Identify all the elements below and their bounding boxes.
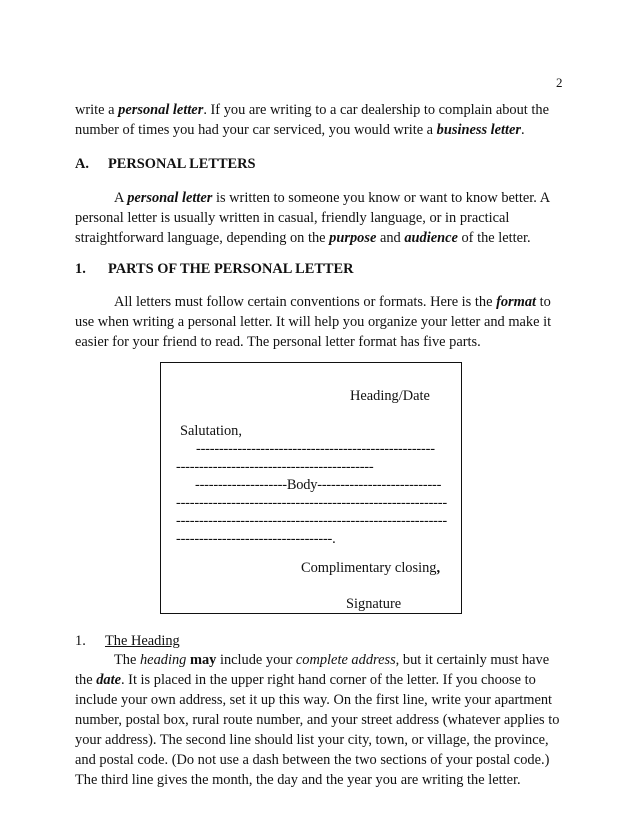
heading-line-3: include your own address, set it up this way. On the first line, write your apartment	[75, 692, 553, 708]
format-line-2: use when writing a personal letter. It will help you organize your letter and make it	[75, 314, 552, 330]
diagram-dash-line-1: ----------------------------------------------------	[196, 441, 435, 457]
heading-line-4: number, postal box, rural route number, and your street address (whatever applies to	[75, 712, 560, 728]
heading-line-2: the date. It is placed in the upper right hand corner of the letter. If you choose to	[75, 672, 536, 688]
diagram-signature: Signature	[346, 596, 402, 612]
diagram-dash-line-5: ----------------------------------.	[176, 531, 336, 547]
personal-line-3: straightforward language, depending on the purpose and audience of the letter.	[75, 230, 531, 246]
diagram-body-line: --------------------Body---------------------------	[195, 477, 442, 493]
heading-line-6: and postal code. (Do not use a dash between the two sections of your postal code.)	[75, 752, 550, 768]
intro-line-1: write a personal letter. If you are writing to a car dealership to complain about the	[75, 102, 549, 118]
diagram-dash-line-3: -----------------------------------------------------------	[176, 495, 447, 511]
page-number: 2	[556, 75, 563, 90]
personal-line-1: A personal letter is written to someone you know or want to know better. A	[114, 190, 551, 206]
diagram-dash-line-4: -----------------------------------------------------------	[176, 513, 447, 529]
format-line-1: All letters must follow certain conventions or formats. Here is the format to	[114, 294, 551, 310]
letter-format-diagram	[160, 362, 462, 614]
diagram-heading-date: Heading/Date	[350, 388, 430, 404]
diagram-dash-line-2: -------------------------------------------	[176, 459, 374, 475]
section-1-heading: 1. PARTS OF THE PERSONAL LETTER	[75, 261, 354, 277]
diagram-complimentary-closing: Complimentary closing,	[301, 560, 441, 576]
personal-line-2: personal letter is usually written in casual, friendly language, or in practical	[75, 210, 510, 226]
format-line-3: easier for your friend to read. The personal letter format has five parts.	[75, 334, 481, 350]
heading-line-1: The heading may include your complete address, but it certainly must have	[114, 652, 550, 668]
diagram-salutation: Salutation,	[180, 423, 242, 439]
personal-letter-paragraph	[75, 188, 563, 248]
subsection-heading-title: 1. The Heading	[75, 633, 180, 649]
format-paragraph	[75, 292, 563, 352]
heading-line-5: your address). The second line should list your city, town, or village, the province,	[75, 732, 549, 748]
intro-paragraph	[75, 100, 563, 140]
section-a-heading: A. PERSONAL LETTERS	[75, 156, 256, 172]
heading-line-7: The third line gives the month, the day and the year you are writing the letter.	[75, 772, 521, 788]
heading-paragraph	[75, 650, 563, 790]
intro-line-2: number of times you had your car serviced, you would write a business letter.	[75, 122, 525, 138]
